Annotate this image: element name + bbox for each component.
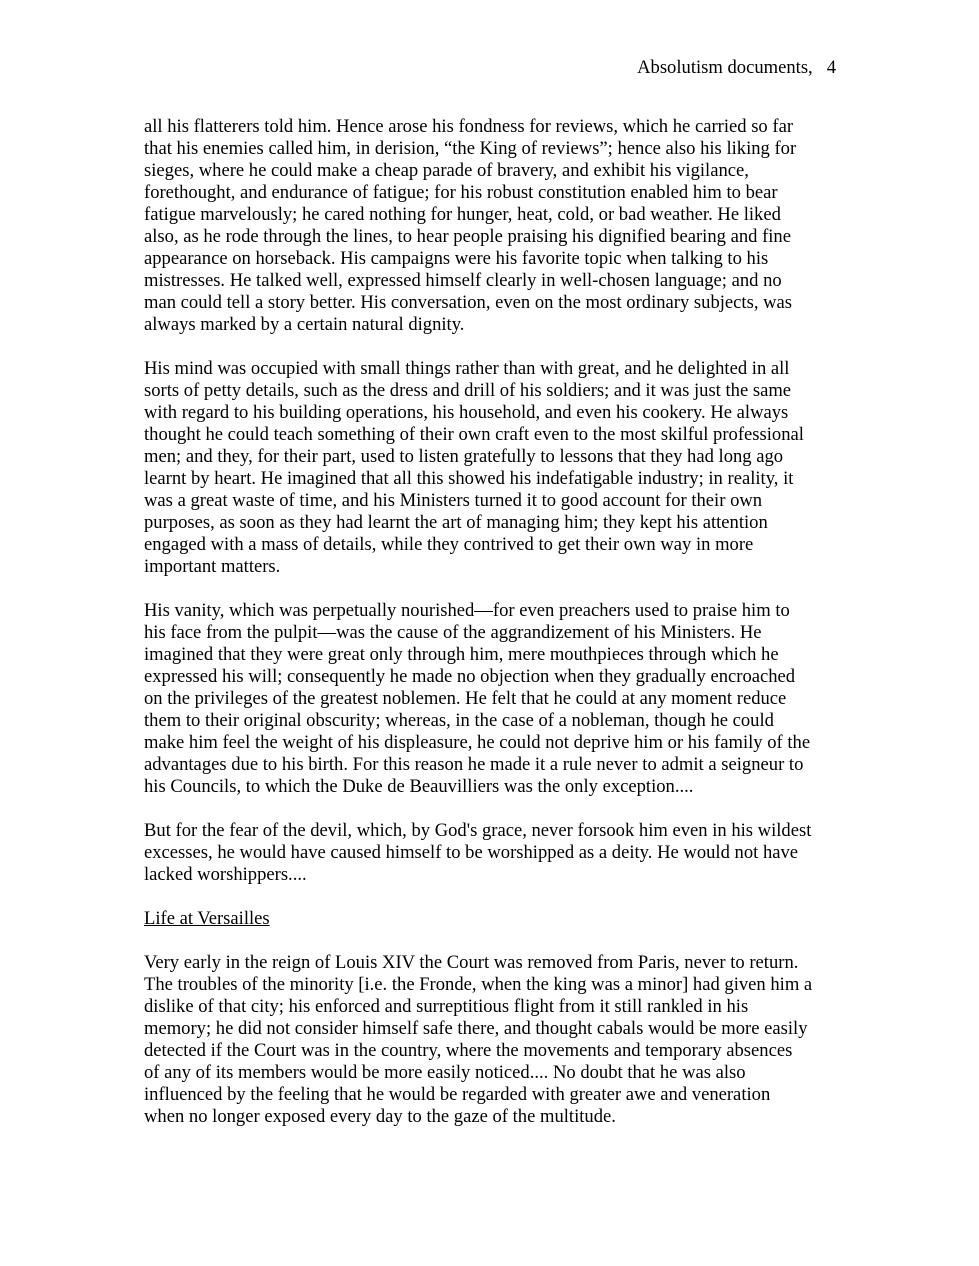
text-line: mistresses. He talked well, expressed himself clearly in well-chosen language; and no: [144, 270, 782, 291]
text-line: sorts of petty details, such as the dress and drill of his soldiers; and it was just the same: [144, 380, 792, 401]
text-line: his Councils, to which the Duke de Beauvilliers was the only exception....: [144, 776, 694, 797]
text-line: all his flatterers told him. Hence arose his fondness for reviews, which he carried so far: [144, 116, 794, 137]
text-line: always marked by a certain natural dignity.: [144, 314, 465, 335]
text-line: purposes, as soon as they had learnt the art of managing him; they kept his attention: [144, 512, 768, 533]
text-line: make him feel the weight of his displeasure, he could not deprive him or his family of the: [144, 732, 811, 753]
text-line: important matters.: [144, 556, 281, 577]
text-line: excesses, he would have caused himself to be worshipped as a deity. He would not have: [144, 842, 799, 863]
running-header: [637, 57, 836, 79]
text-line: appearance on horseback. His campaigns were his favorite topic when talking to his: [144, 248, 769, 269]
text-line: imagined that they were great only through him, mere mouthpieces through which he: [144, 644, 779, 665]
text-line: learnt by heart. He imagined that all this showed his indefatigable industry; in reality, it: [144, 468, 794, 489]
text-line: fatigue marvelously; he cared nothing for hunger, heat, cold, or bad weather. He liked: [144, 204, 781, 225]
text-line: lacked worshippers....: [144, 864, 307, 885]
section-heading: Life at Versailles: [144, 908, 270, 929]
text-line: also, as he rode through the lines, to hear people praising his dignified bearing and fine: [144, 226, 791, 247]
text-line: The troubles of the minority [i.e. the Fronde, when the king was a minor] had given him a: [144, 974, 813, 995]
text-line: them to their original obscurity; whereas, in the case of a nobleman, though he could: [144, 710, 774, 731]
text-line: Very early in the reign of Louis XIV the Court was removed from Paris, never to return.: [144, 952, 799, 973]
header-title: Absolutism documents,: [637, 57, 813, 78]
text-line: His vanity, which was perpetually nourished—for even preachers used to praise him to: [144, 600, 790, 621]
text-line: that his enemies called him, in derision, “the King of reviews”; hence also his liking for: [144, 138, 797, 159]
text-line: sieges, where he could make a cheap parade of bravery, and exhibit his vigilance,: [144, 160, 749, 181]
text-line: was a great waste of time, and his Ministers turned it to good account for their own: [144, 490, 763, 511]
paragraph-fear-of-devil: [144, 820, 844, 886]
text-line: expressed his will; consequently he made no objection when they gradually encroached: [144, 666, 796, 687]
text-line: dislike of that city; his enforced and surreptitious flight from it still rankled in his: [144, 996, 749, 1017]
text-line: But for the fear of the devil, which, by God's grace, never forsook him even in his wildest: [144, 820, 812, 841]
text-line: detected if the Court was in the country, where the movements and temporary absences: [144, 1040, 793, 1061]
paragraph-vanity: [144, 600, 844, 798]
text-line: thought he could teach something of their own craft even to the most skilful professional: [144, 424, 804, 445]
text-line: when no longer exposed every day to the gaze of the multitude.: [144, 1106, 616, 1127]
text-line: His mind was occupied with small things rather than with great, and he delighted in all: [144, 358, 790, 379]
text-line: forethought, and endurance of fatigue; for his robust constitution enabled him to bear: [144, 182, 778, 203]
text-line: on the privileges of the greatest noblemen. He felt that he could at any moment reduce: [144, 688, 787, 709]
page-number: 4: [826, 57, 836, 78]
text-line: advantages due to his birth. For this reason he made it a rule never to admit a seigneur to: [144, 754, 804, 775]
paragraph-small-things: [144, 358, 844, 578]
text-line: memory; he did not consider himself safe there, and thought cabals would be more easily: [144, 1018, 808, 1039]
text-line: influenced by the feeling that he would be regarded with greater awe and veneration: [144, 1084, 771, 1105]
text-line: engaged with a mass of details, while they contrived to get their own way in more: [144, 534, 754, 555]
text-line: man could tell a story better. His conversation, even on the most ordinary subjects, was: [144, 292, 793, 313]
paragraph-life-at-versailles: [144, 952, 844, 1128]
paragraph-kings-character: [144, 116, 844, 336]
document-body: [144, 116, 844, 1150]
text-line: men; and they, for their part, used to listen gratefully to lessons that they had long ago: [144, 446, 784, 467]
text-line: with regard to his building operations, his household, and even his cookery. He always: [144, 402, 789, 423]
text-line: of any of its members would be more easily noticed.... No doubt that he was also: [144, 1062, 746, 1083]
text-line: his face from the pulpit—was the cause of the aggrandizement of his Ministers. He: [144, 622, 762, 643]
